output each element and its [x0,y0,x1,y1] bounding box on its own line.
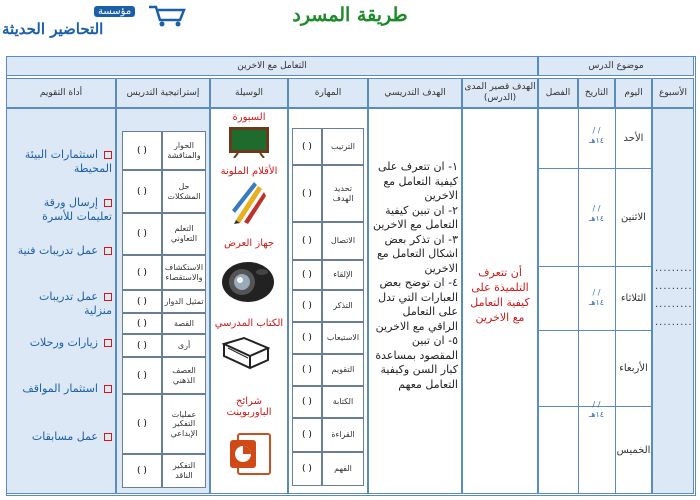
cart-icon [147,4,187,28]
evaluation-item: استثمار المواقف [14,382,112,396]
header-class: الفصل [538,78,578,108]
aid-label-powerpoint: شرائح الباوربوينت [226,396,272,418]
strategy-label: القصة [162,313,206,334]
lesson-topic-bar [538,56,694,76]
day-date: / / ١٤هـ [588,400,605,420]
strategy-checkbox[interactable]: ( ) [122,313,162,334]
objective-item: ١- ان تتعرف على كيفية التعامل مع الاخرين [377,160,458,203]
day-date: / / ١٤هـ [588,288,605,308]
logo [2,2,192,46]
skill-checkbox[interactable]: ( ) [292,354,322,386]
evaluation-item: عمل تدريبات منزلية [39,290,112,317]
day-date: / / ١٤هـ [588,126,605,146]
pencils-icon [228,180,268,224]
header-evaluation: أداة التقويم [6,78,116,108]
page-title: طريقة المسرد [292,4,408,26]
strategy-label: التعلم التعاوني [162,213,206,255]
evaluation-item: إرسال ورقة تعليمات للأسرة [42,196,112,223]
strategy-label: العصف الذهني [162,357,206,394]
strategy-checkbox[interactable]: ( ) [122,454,162,488]
book-icon [222,334,272,376]
skill-label: التقويم [322,354,364,386]
day-name: الأحد [623,132,644,144]
week-dots-4: ......... [655,317,693,328]
skill-label: القراءة [322,418,364,452]
skill-label: الإلقاء [322,260,364,290]
week-dots-2: ......... [655,281,693,292]
powerpoint-icon [228,428,272,478]
strategy-checkbox[interactable]: ( ) [122,394,162,454]
day-name: الأربعاء [619,362,648,374]
day-name: الاثنين [621,211,646,223]
strategy-label: عمليات التفكير الإبداعي [162,394,206,454]
header-aid: الوسيلة [210,78,288,108]
objective-item: ٤- ان توضح بعض العبارات التي تدل على التعامل الراقي مع الاخرين [375,276,458,333]
day-row [538,266,652,331]
strategy-checkbox[interactable]: ( ) [122,357,162,394]
strategy-checkbox[interactable]: ( ) [122,170,162,213]
header-date: التاريخ [578,78,615,108]
interaction-bar [6,56,538,76]
skill-checkbox[interactable]: ( ) [292,418,322,452]
skill-checkbox[interactable]: ( ) [292,260,322,290]
objectives-list [372,160,458,392]
aid-label-board: السبورة [232,112,266,123]
week-dots-3: ......... [655,299,693,310]
strategy-checkbox[interactable]: ( ) [122,290,162,313]
projector-icon [220,252,276,308]
header-strategy: إستراتيجية التدريس [116,78,210,108]
checkbox-icon[interactable] [104,199,112,207]
skill-checkbox[interactable]: ( ) [292,322,322,354]
lesson-topic-label: موضوع الدرس [588,61,644,71]
strategy-checkbox[interactable]: ( ) [122,131,162,170]
skill-checkbox[interactable]: ( ) [292,222,322,260]
short-goal-text: أن تتعرف التلميذة على كيفية التعامل مع الاخرين [470,266,530,324]
checkbox-icon[interactable] [104,247,112,255]
evaluation-item: عمل تدريبات فنية [14,244,112,258]
objective-item: ٢- ان تبين كيفية التعامل مع الاخرين [373,203,458,232]
evaluation-item: استثمارات البيئة المحيطة [24,148,112,175]
checkbox-icon[interactable] [104,151,112,159]
skill-label: الاستيعاب [322,322,364,354]
checkbox-icon[interactable] [104,385,112,393]
header-skill: المهارة [288,78,368,108]
aid-label-textbook: الكتاب المدرسي [214,318,284,329]
skill-label: الكتابة [322,386,364,418]
day-name: الثلاثاء [620,292,647,304]
day-row [538,406,652,494]
logo-top-text: مؤسسة [94,6,135,17]
day-row [538,108,652,169]
skill-checkbox[interactable]: ( ) [292,386,322,418]
aid-label-projector: جهاز العرض [223,238,275,249]
header-teaching-goal: الهدف التدريسي [368,78,462,108]
evaluation-item: عمل مسابقات [14,430,112,444]
skill-label: الترتيب [322,128,364,165]
header-short-goal: الهدف قصير المدى (الدرس) [462,78,538,108]
aid-label-markers: الأقلام الملونة [220,166,278,177]
strategy-checkbox[interactable]: ( ) [122,255,162,290]
day-name: الخميس [616,444,651,456]
evaluation-item: زيارات ورحلات [14,336,112,350]
skill-checkbox[interactable]: ( ) [292,452,322,486]
skill-checkbox[interactable]: ( ) [292,165,322,222]
skill-label: الفهم [322,452,364,486]
checkbox-icon[interactable] [104,433,112,441]
header-day: اليوم [615,78,652,108]
objective-item: ٥- ان تبين المقصود بمساعدة كبار السن وكيفية التعامل معهم [375,334,458,391]
checkbox-icon[interactable] [104,339,112,347]
strategy-checkbox[interactable]: ( ) [122,334,162,357]
strategy-label: حل المشكلات [162,170,206,213]
strategy-label: أرى [162,334,206,357]
strategy-label: تمثيل الدوار [162,290,206,313]
day-row [538,330,652,420]
strategy-checkbox[interactable]: ( ) [122,213,162,255]
strategy-label: الحوار والمناقشة [162,131,206,170]
chalkboard-icon [228,126,270,158]
week-dots-1: ......... [655,263,693,274]
checkbox-icon[interactable] [104,293,112,301]
day-row [538,168,652,267]
interaction-label: التعامل مع الاخرين [237,61,307,71]
skill-label: الاتصال [322,222,364,260]
skill-label: تحديد الهدف [322,165,364,222]
logo-main-text: التحاضير الحديثة [2,20,104,38]
strategy-label: الاستكشاف والاستقصاء [162,255,206,290]
skill-label: التذكر [322,290,364,322]
objective-item: ٣- ان تذكر بعض اشكال التعامل مع الاخرين [376,232,458,275]
strategy-label: التفكير الناقد [162,454,206,488]
day-date: / / ١٤هـ [588,204,605,224]
skill-checkbox[interactable]: ( ) [292,290,322,322]
header-week: الأسبوع [652,78,694,108]
skill-checkbox[interactable]: ( ) [292,128,322,165]
